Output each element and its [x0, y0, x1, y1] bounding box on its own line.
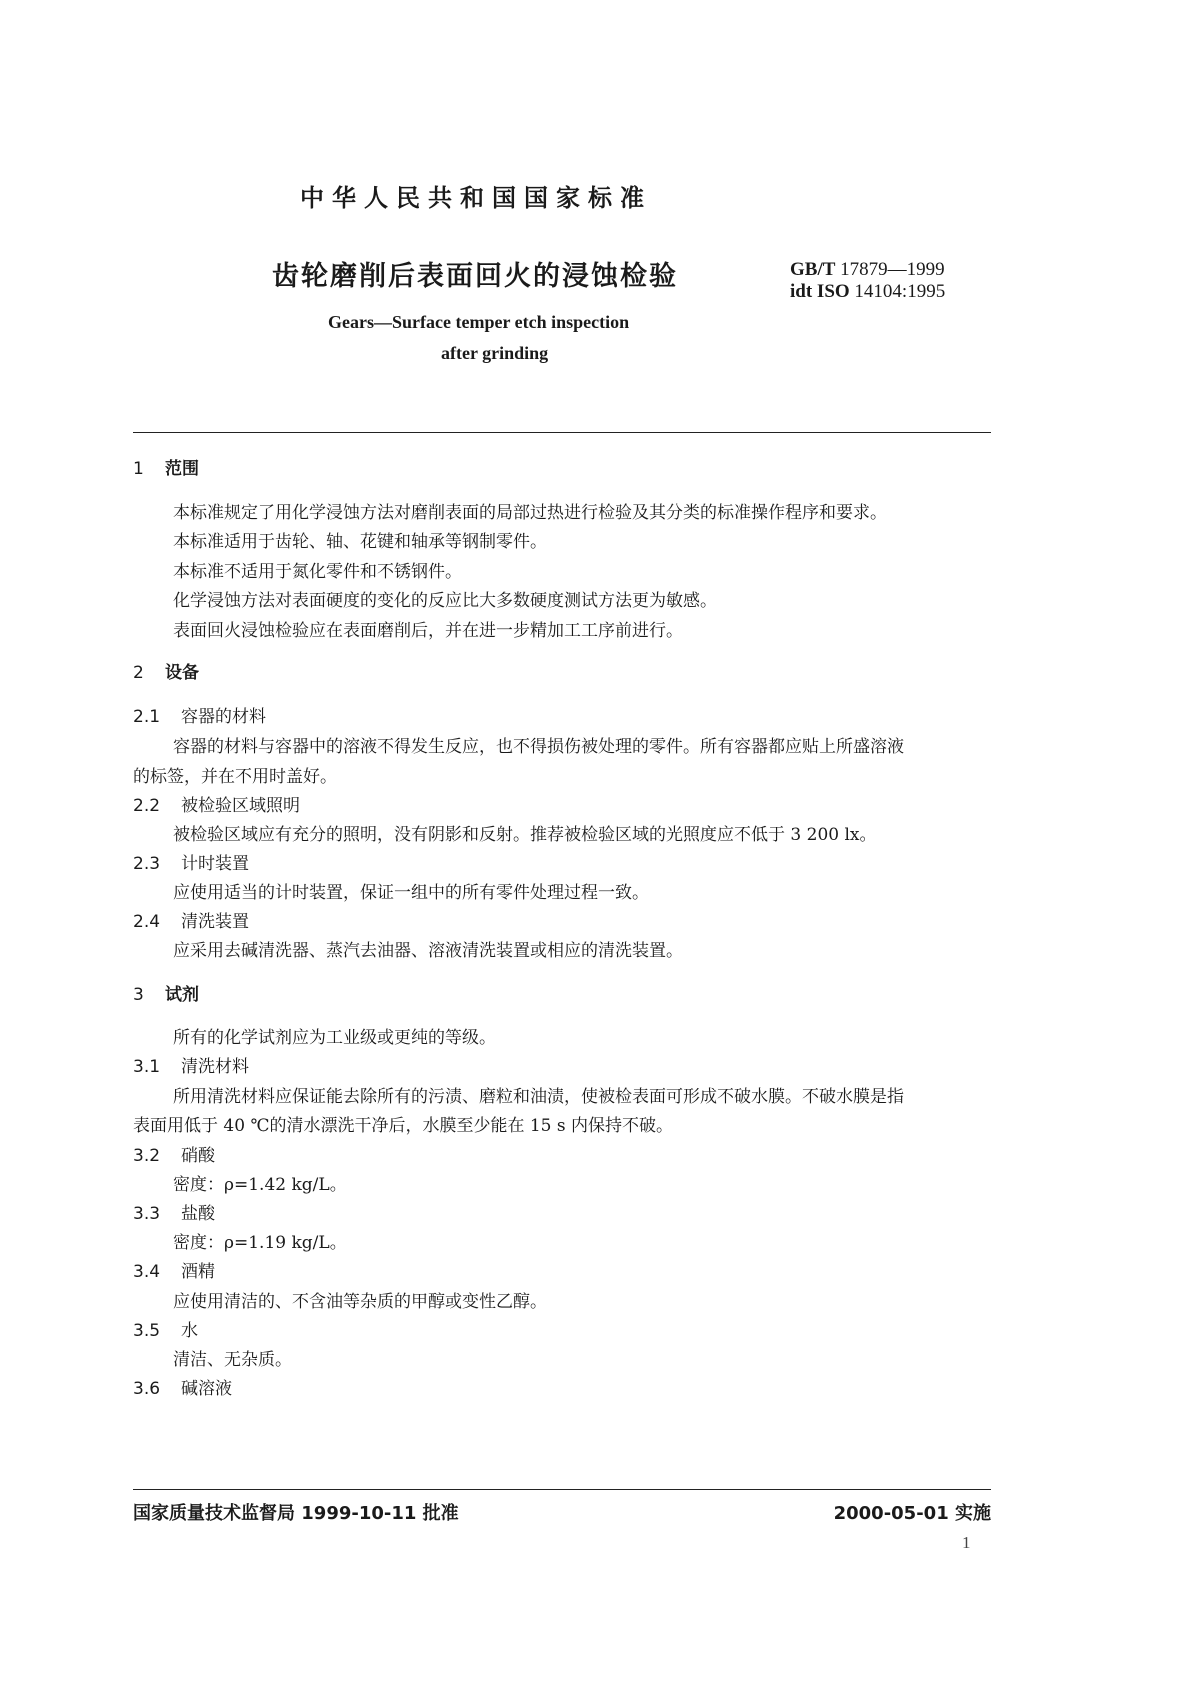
section-2-heading [133, 658, 199, 683]
subsection-number: 3.6 [133, 1379, 161, 1399]
paragraph: 本标准适用于齿轮、轴、花键和轴承等钢制零件。 [173, 532, 547, 552]
paragraph: 密度：ρ=1.42 kg/L。 [173, 1175, 347, 1195]
page-number: 1 [962, 1533, 971, 1552]
subsection-number: 2.2 [133, 796, 161, 816]
idt-prefix: idt ISO [790, 281, 850, 302]
paragraph: 容器的材料与容器中的溶液不得发生反应，也不得损伤被处理的零件。所有容器都应贴上所盛溶液 [173, 737, 904, 757]
nation-standard-title: 中华人民共和国国家标准 [300, 184, 652, 212]
subsection-title: 盐酸 [181, 1204, 215, 1224]
footer-divider [133, 1489, 991, 1490]
standard-code-block [790, 259, 945, 303]
paragraph: 应使用适当的计时装置，保证一组中的所有零件处理过程一致。 [173, 883, 649, 903]
subsection-3-5-heading [133, 1316, 198, 1341]
subsection-3-6-heading [133, 1374, 232, 1399]
subsection-title: 清洗材料 [181, 1057, 249, 1077]
paragraph: 表面回火浸蚀检验应在表面磨削后，并在进一步精加工工序前进行。 [173, 621, 683, 641]
effective-date: 2000-05-01 实施 [833, 1503, 991, 1524]
idt-code: 14104:1995 [854, 281, 946, 302]
std-code-prefix: GB/T [790, 259, 836, 280]
subsection-number: 3.2 [133, 1146, 161, 1166]
section-1-heading [133, 454, 199, 479]
paragraph: 所有的化学试剂应为工业级或更纯的等级。 [173, 1028, 496, 1048]
subsection-title: 被检验区域照明 [181, 796, 300, 816]
subsection-title: 清洗装置 [181, 912, 249, 932]
subsection-title: 计时装置 [181, 854, 249, 874]
english-title-line2: after grinding [441, 343, 549, 363]
paragraph: 所用清洗材料应保证能去除所有的污渍、磨粒和油渍，使被检表面可形成不破水膜。不破水膜是指 [173, 1087, 904, 1107]
paragraph: 被检验区域应有充分的照明，没有阴影和反射。推荐被检验区域的光照度应不低于 3 200 lx。 [173, 825, 877, 845]
section-title: 试剂 [165, 985, 199, 1005]
std-code: 17879—1999 [840, 259, 945, 280]
english-title-line1: Gears—Surface temper etch inspection [328, 312, 630, 332]
section-number: 2 [133, 663, 144, 683]
subsection-2-4-heading [133, 907, 249, 932]
subsection-2-3-heading [133, 849, 249, 874]
paragraph-continuation: 的标签，并在不用时盖好。 [133, 767, 337, 787]
paragraph: 清洁、无杂质。 [173, 1350, 292, 1370]
section-title: 范围 [165, 459, 199, 479]
subsection-3-3-heading [133, 1199, 215, 1224]
subsection-title: 水 [181, 1321, 198, 1341]
paragraph-continuation: 表面用低于 40 ℃的清水漂洗干净后，水膜至少能在 15 s 内保持不破。 [133, 1116, 674, 1136]
paragraph: 化学浸蚀方法对表面硬度的变化的反应比大多数硬度测试方法更为敏感。 [173, 591, 717, 611]
paragraph: 本标准规定了用化学浸蚀方法对磨削表面的局部过热进行检验及其分类的标准操作程序和要求。 [173, 503, 887, 523]
paragraph: 本标准不适用于氮化零件和不锈钢件。 [173, 562, 462, 582]
subsection-number: 2.1 [133, 707, 161, 727]
subsection-title: 碱溶液 [181, 1379, 232, 1399]
subsection-2-2-heading [133, 791, 300, 816]
approval-statement: 国家质量技术监督局 1999-10-11 批准 [133, 1503, 459, 1524]
subsection-number: 3.4 [133, 1262, 161, 1282]
section-number: 3 [133, 985, 144, 1005]
chinese-document-title: 齿轮磨削后表面回火的浸蚀检验 [272, 261, 678, 292]
header-divider [133, 432, 991, 433]
subsection-number: 2.4 [133, 912, 161, 932]
subsection-number: 2.3 [133, 854, 161, 874]
paragraph: 应使用清洁的、不含油等杂质的甲醇或变性乙醇。 [173, 1292, 547, 1312]
section-number: 1 [133, 459, 144, 479]
subsection-title: 酒精 [181, 1262, 215, 1282]
subsection-title: 硝酸 [181, 1146, 215, 1166]
section-title: 设备 [165, 663, 199, 683]
subsection-3-1-heading [133, 1052, 249, 1077]
subsection-2-1-heading [133, 702, 266, 727]
subsection-3-4-heading [133, 1257, 215, 1282]
section-3-heading [133, 980, 199, 1005]
subsection-number: 3.1 [133, 1057, 161, 1077]
paragraph: 应采用去碱清洗器、蒸汽去油器、溶液清洗装置或相应的清洗装置。 [173, 941, 683, 961]
paragraph: 密度：ρ=1.19 kg/L。 [173, 1233, 347, 1253]
subsection-title: 容器的材料 [181, 707, 266, 727]
subsection-number: 3.5 [133, 1321, 161, 1341]
subsection-number: 3.3 [133, 1204, 161, 1224]
subsection-3-2-heading [133, 1141, 215, 1166]
